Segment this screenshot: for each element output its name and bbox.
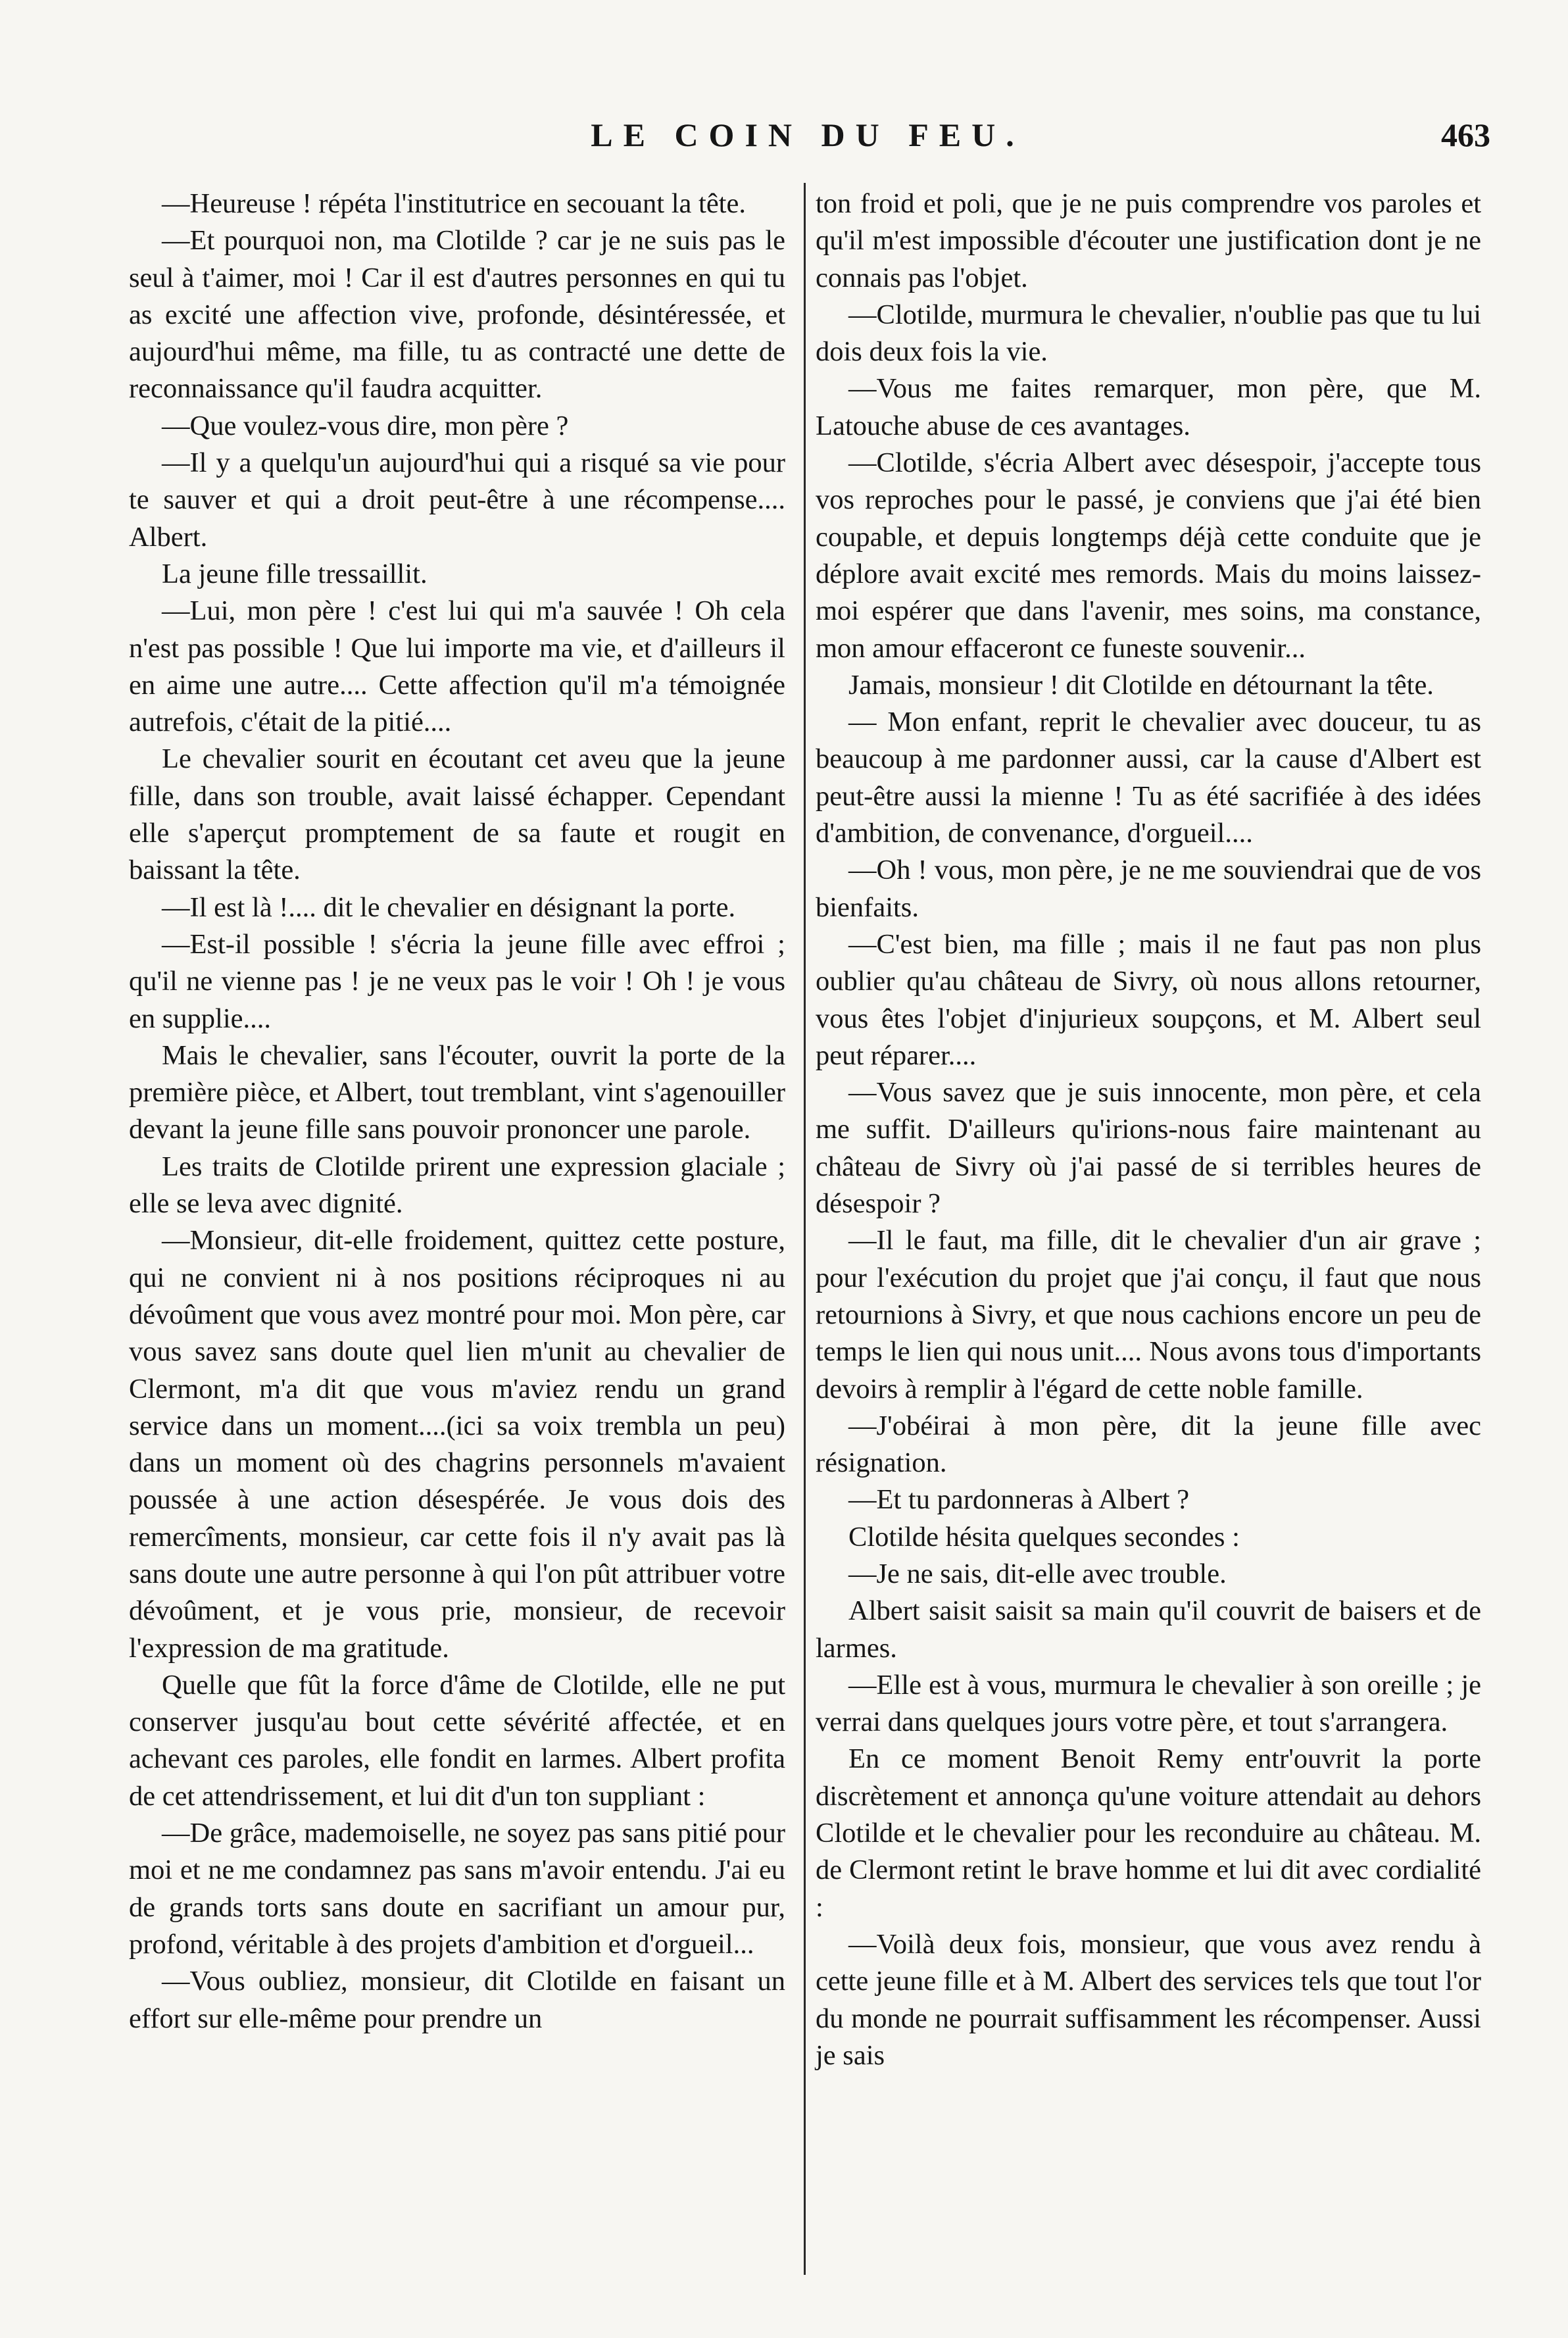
right-column <box>816 186 1481 2074</box>
paragraph: —C'est bien, ma fille ; mais il ne faut pas non plus oublier qu'au château de Sivry, où nous allons retourner, vous êtes l'objet d'injurieux soupçons, et M. Albert seul peut réparer.... <box>816 928 1481 1071</box>
paragraph: —Que voulez-vous dire, mon père ? <box>162 410 569 441</box>
paragraph: Les traits de Clotilde prirent une expression glaciale ; elle se leva avec dignité. <box>129 1151 785 1220</box>
paragraph: —Il le faut, ma fille, dit le chevalier d'un air grave ; pour l'exécution du projet que j'ai conçu, il faut que nous retournions à Sivry, et que nous cachions encore un peu de temps le lien qui nous unit.... Nous avons tous d'importants devoirs à remplir à l'égard de cette noble famille. <box>816 1225 1481 1405</box>
paragraph: —Vous savez que je suis innocente, mon père, et cela me suffit. D'ailleurs qu'irions-nous faire maintenant au château de Sivry où j'ai passé de si terribles heures de désespoir ? <box>816 1077 1481 1220</box>
paragraph: Quelle que fût la force d'âme de Clotilde, elle ne put conserver jusqu'au bout cette sévérité affectée, et en achevant ces paroles, elle fondit en larmes. Albert profita de cet attendrissement, et lui dit d'un ton suppliant : <box>129 1669 785 1812</box>
paragraph: —Il est là !.... dit le chevalier en désignant la porte. <box>162 891 736 923</box>
paragraph: La jeune fille tressaillit. <box>162 558 428 589</box>
paragraph: — Mon enfant, reprit le chevalier avec douceur, tu as beaucoup à me pardonner aussi, car la cause d'Albert est peut-être aussi la mienne ! Tu as été sacrifiée à des idées d'ambition, de convenance, d'orgueil.... <box>816 707 1481 849</box>
paragraph: —Voilà deux fois, monsieur, que vous avez rendu à cette jeune fille et à M. Albert des services tels que tout l'or du monde ne pourrait suffisamment les récompenser. Aussi je sais <box>816 1928 1481 2071</box>
paragraph: —Je ne sais, dit-elle avec trouble. <box>848 1558 1227 1589</box>
paragraph: —Vous oubliez, monsieur, dit Clotilde en faisant un effort sur elle-même pour prendre un <box>129 1966 785 2034</box>
page-header <box>125 116 1490 168</box>
paragraph: —Elle est à vous, murmura le chevalier à son oreille ; je verrai dans quelques jours votre père, et tout s'arrangera. <box>816 1669 1481 1738</box>
paragraph: —Lui, mon père ! c'est lui qui m'a sauvée ! Oh cela n'est pas possible ! Que lui importe ma vie, et d'ailleurs il en aime une autre.... Cette affection qu'il m'a témoignée autrefois, c'était de la pitié.... <box>129 595 785 738</box>
paragraph: —De grâce, mademoiselle, ne soyez pas sans pitié pour moi et ne me condamnez pas sans m'avoir entendu. J'ai eu de grands torts sans doute en sacrifiant un amour pur, profond, véritable à des projets d'ambition et d'orgueil... <box>129 1818 785 1960</box>
paragraph: —Et pourquoi non, ma Clotilde ? car je ne suis pas le seul à t'aimer, moi ! Car il est d'autres personnes en qui tu as excité une affection vive, profonde, désintéressée, et aujourd'hui même, ma fille, tu as contracté une dette de reconnaissance qu'il faudra acquitter. <box>129 225 785 405</box>
paragraph: Jamais, monsieur ! dit Clotilde en détournant la tête. <box>848 669 1434 701</box>
paragraph: Albert saisit saisit sa main qu'il couvrit de baisers et de larmes. <box>816 1595 1481 1664</box>
continued-paragraph: ton froid et poli, que je ne puis comprendre vos paroles et qu'il m'est impossible d'écouter une justification dont je ne connais pas l'objet. <box>816 188 1481 293</box>
left-column <box>129 186 785 2037</box>
paragraph: Clotilde hésita quelques secondes : <box>848 1521 1240 1553</box>
paragraph: —Monsieur, dit-elle froidement, quittez cette posture, qui ne convient ni à nos positions réciproques ni au dévoûment que vous avez montré pour moi. Mon père, car vous savez sans doute quel lien m'unit au chevalier de Clermont, m'a dit que vous m'aviez rendu un grand service dans un moment....(ici sa voix trembla un peu) dans un moment où des chagrins personnels m'avaient poussée à une action désespérée. Je vous dois des remercîments, monsieur, car cette fois il n'y avait pas là sans doute une autre personne à qui l'on pût attribuer votre dévoûment, et je vous prie, monsieur, de recevoir l'expression de ma gratitude. <box>129 1225 785 1664</box>
paragraph: —J'obéirai à mon père, dit la jeune fille avec résignation. <box>816 1410 1481 1479</box>
paragraph: —Et tu pardonneras à Albert ? <box>848 1484 1190 1516</box>
paragraph: Le chevalier sourit en écoutant cet aveu que la jeune fille, dans son trouble, avait laissé échapper. Cependant elle s'aperçut promptement de sa faute et rougit en baissant la tête. <box>129 743 785 886</box>
paragraph: —Est-il possible ! s'écria la jeune fille avec effroi ; qu'il ne vienne pas ! je ne veux pas le voir ! Oh ! je vous en supplie.... <box>129 928 785 1034</box>
page-number: 463 <box>1441 116 1490 153</box>
paragraph: En ce moment Benoit Remy entr'ouvrit la porte discrètement et annonça qu'une voiture attendait au dehors Clotilde et le chevalier pour les reconduire au château. M. de Clermont retint le brave homme et lui dit avec cordialité : <box>816 1743 1481 1923</box>
paragraph: —Il y a quelqu'un aujourd'hui qui a risqué sa vie pour te sauver et qui a droit peut-être à une récompense.... Albert. <box>129 447 785 553</box>
column-divider <box>804 183 806 2275</box>
paragraph: —Clotilde, murmura le chevalier, n'oublie pas que tu lui dois deux fois la vie. <box>816 299 1481 368</box>
paragraph: Mais le chevalier, sans l'écouter, ouvrit la porte de la première pièce, et Albert, tout tremblant, vint s'agenouiller devant la jeune fille sans pouvoir prononcer une parole. <box>129 1039 785 1145</box>
paragraph: —Clotilde, s'écria Albert avec désespoir, j'accepte tous vos reproches pour le passé, je conviens que j'ai été bien coupable, et depuis longtemps déjà cette conduite que je déplore avait excité mes remords. Mais du moins laissez-moi espérer que dans l'avenir, mes soins, ma constance, mon amour effaceront ce funeste souvenir... <box>816 447 1481 664</box>
paragraph: —Heureuse ! répéta l'institutrice en secouant la tête. <box>162 188 746 219</box>
running-title: LE COIN DU FEU. <box>591 116 1025 153</box>
paragraph: —Oh ! vous, mon père, je ne me souviendrai que de vos bienfaits. <box>816 855 1481 923</box>
paragraph: —Vous me faites remarquer, mon père, que M. Latouche abuse de ces avantages. <box>816 373 1481 441</box>
